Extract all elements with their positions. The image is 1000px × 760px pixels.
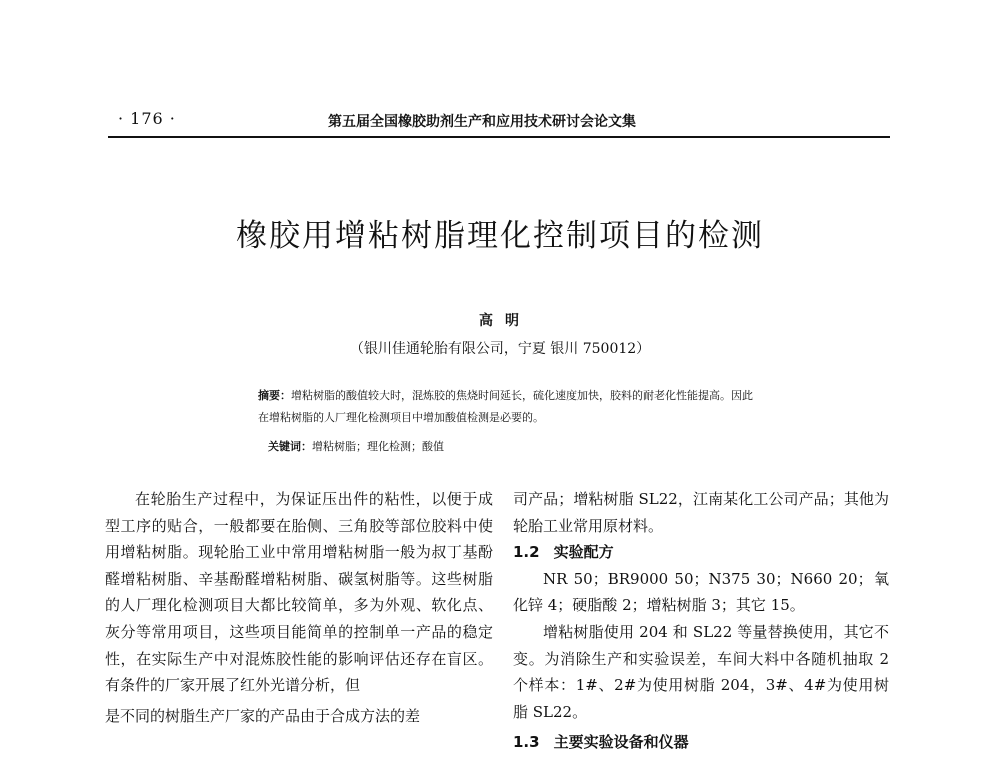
section-heading-1-3 <box>513 729 889 756</box>
body-left-column <box>105 486 493 725</box>
intro-paragraph: 在轮胎生产过程中，为保证压出件的粘性，以便于成型工序的贴合，一般都要在胎侧、三角胶等部位胶料中使用增粘树脂。现轮胎工业中常用增粘树脂一般为叔丁基酚醛增粘树脂、辛基酚醛增粘树脂、碳氢树脂等。这些树脂的人厂理化检测项目大都比较简单，多为外观、软化点、灰分等常用项目，这些项目能简单的控制单一产品的稳定性，在实际生产中对混炼胶性能的影响评估还存在盲区。有条件的厂家开展了红外光谱分析，但 <box>105 490 493 695</box>
section-number: 1.2 <box>513 543 540 562</box>
section-number: 1.3 <box>513 733 540 752</box>
author-name: 高明 <box>479 313 531 329</box>
author-affiliation: （银川佳通轮胎有限公司，宁夏 银川 750012） <box>349 341 651 357</box>
formula-paragraph: NR 50；BR9000 50；N375 30；N660 20；氧化锌 4；硬脂酸 2；增粘树脂 3；其它 15。 <box>513 569 889 615</box>
keywords-label: 关键词： <box>268 440 312 453</box>
header-rule <box>108 136 890 138</box>
running-title: 第五届全国橡胶助剂生产和应用技术研讨会论文集 <box>328 114 636 130</box>
keywords <box>268 438 444 454</box>
materials-paragraph: 司产品；增粘树脂 SL22，江南某化工公司产品；其他为轮胎工业常用原材料。 <box>513 490 889 535</box>
section-heading-1-2 <box>513 539 889 566</box>
abstract-label: 摘要： <box>258 389 291 402</box>
section-title: 主要实验设备和仪器 <box>553 733 689 752</box>
body-right-column <box>513 486 889 752</box>
section-title: 实验配方 <box>553 543 614 562</box>
paper-title: 橡胶用增粘树脂理化控制项目的检测 <box>236 218 764 254</box>
method-paragraph: 增粘树脂使用 204 和 SL22 等量替换使用，其它不变。为消除生产和实验误差，车间大料中各随机抽取 2 个样本：1#、2#为使用树脂 204，3#、4#为使用树脂 SL22。 <box>513 622 889 721</box>
intro-paragraph-continued: 是不同的树脂生产厂家的产品由于合成方法的差 <box>105 706 421 725</box>
abstract-text: 增粘树脂的酸值较大时，混炼胶的焦烧时间延长，硫化速度加快，胶料的耐老化性能提高。因此在增粘树脂的人厂理化检测项目中增加酸值检测是必要的。 <box>258 389 753 424</box>
keywords-text: 增粘树脂；理化检测；酸值 <box>312 440 444 453</box>
page-number: · 176 · <box>118 109 176 128</box>
abstract <box>258 385 758 429</box>
